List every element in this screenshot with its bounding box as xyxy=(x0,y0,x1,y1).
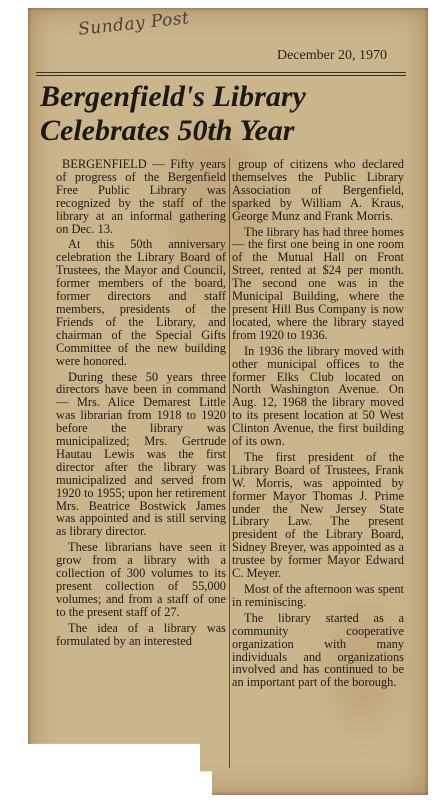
headline xyxy=(40,80,410,148)
paragraph: During these 50 years three directors have been in command — Mrs. Alice Demarest Little was librarian from 1918 to 1920 before the library was municipalized; Mrs. Gertrude Hautau Lewis was the first director after the library was municipalized and served from 1920 to 1955; upon her retirement Mrs. Beatrice Bostwick James was appointed and is still serving as library director. xyxy=(56,369,226,539)
headline-line-2: Celebrates 50th Year xyxy=(40,114,295,147)
handwritten-source-note: Sunday Post xyxy=(77,8,191,40)
paragraph: group of citizens who declared themselves the Public Library Association of Bergenfield, sparked by William A. Kraus, George Munz and Frank Morris. xyxy=(232,157,404,223)
article-column-left xyxy=(56,158,226,651)
paragraph: BERGENFIELD — Fifty years of progress of the Bergenfield Free Public Library was recognized by the staff of the library at an informal gathering on Dec. 13. xyxy=(56,157,226,236)
publication-date: December 20, 1970 xyxy=(276,48,387,63)
paragraph: The library started as a community cooperative organization with many individuals and organizations involved and has continued to be an important part of the borough. xyxy=(232,610,404,690)
paragraph: The first president of the Library Board of Trustees, Frank W. Morris, was appointed by former Mayor Thomas J. Prime under the New Jersey State Library Law. The present president of the Library Board, Sidney Breyer, was appointed as a trustee by former Mayor Edward C. Meyer. xyxy=(232,449,404,581)
paragraph: The idea of a library was formulated by an interested xyxy=(56,620,226,648)
headline-line-1: Bergenfield's Library xyxy=(40,80,306,113)
paragraph: The library has had three homes — the first one being in one room of the Mutual Hall on Front Street, rented at $24 per month. The second one was in the Municipal Building, where the present Hill Bus Company is now located, where the library stayed from 1920 to 1936. xyxy=(232,224,404,342)
paragraph: These librarians have seen it grow from a library with a collection of 300 volumes to its present collection of 55,000 volumes; and from a staff of one to the present staff of 27. xyxy=(56,540,226,619)
header-rule xyxy=(36,72,406,73)
article-column-right xyxy=(232,158,404,692)
paragraph: In 1936 the library moved with other municipal offices to the former Elks Club located on North Washington Avenue. On Aug. 12, 1968 the library moved to its present location at 50 West Clinton Avenue, the first building of its own. xyxy=(232,343,404,449)
paragraph: Most of the afternoon was spent in reminiscing. xyxy=(232,582,404,609)
paragraph: At this 50th anniversary celebration the Library Board of Trustees, the Mayor and Council, former members of the board, former directors and staff members, presidents of the Friends of the Library, and chairman of the Special Gifts Committee of the new building were honored. xyxy=(56,237,226,368)
header-rule xyxy=(36,75,406,76)
column-divider xyxy=(229,158,230,768)
